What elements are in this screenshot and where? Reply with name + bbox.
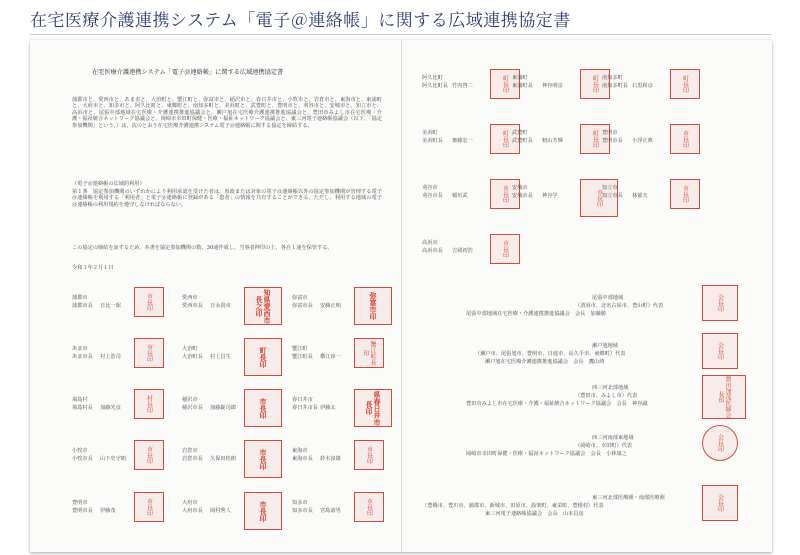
- signatory-entity: 東浦町: [512, 75, 528, 81]
- official-seal: 市長印: [490, 179, 520, 209]
- signatory-name: 日永貴章: [210, 303, 231, 309]
- signatory-title: 知多市長: [292, 508, 313, 514]
- signatory-name: 岡村秀人: [210, 508, 231, 514]
- council-members: （瀬戸市、尾張旭市、豊明市、日進市、長久手市、東郷町）代表: [475, 351, 626, 357]
- signatory-entity: 稲沢市: [182, 397, 198, 403]
- signatory-title: 阿久比町長: [422, 83, 448, 89]
- council-representative: 瀬戸旭在宅医療介護連携推進協議会 会長 鷹山靖: [485, 359, 605, 365]
- preamble-paragraph: 蒲郡市と、愛西市と、あま市と、大治町と、蟹江町と、弥富市と、稲沢市と、春日井市と、小牧市と、岩倉市と、東海市と、東浦町と、大府市と、知多市と、阿久比町と、東郷町と、南知多町と、美浜町と、武豊町と、豊明市と、刈谷市と、安城市と、知立市と、高浜市と、尾張中部地域在宅医療・介護連携推進協議会と、瀬戸旭在宅医療介護連携推進協議会と、豊田市みよし市在宅医療・介護・福祉統合ネットワーク協議会と、岡崎市幸田町保健・医療・福祉ネットワーク協議会と、東三河電子連絡帳協議会（以下、「協定参加機関」という。）は、次のとおり在宅医療介護連携システム電子＠連絡帳に関する協定を締結する。: [72, 97, 382, 129]
- official-seal: 村長印: [134, 389, 164, 419]
- official-seal: 市長印: [490, 234, 520, 264]
- signatory-name: 吉岡初浩: [452, 248, 473, 254]
- signatory-name: 久保田桂朗: [210, 456, 236, 462]
- signatory-title: 愛西市長: [182, 303, 203, 309]
- signatory-entity: 豊明市: [602, 130, 618, 136]
- council-name: 尾張中部地域: [592, 295, 624, 301]
- official-seal: 町長印: [670, 69, 700, 99]
- official-seal: 市長印: [244, 492, 282, 530]
- signatory-entity: 武豊町: [512, 130, 528, 136]
- signatory-name: 齋藤宏一: [452, 138, 473, 144]
- official-seal: 市長印: [670, 179, 700, 209]
- signatory-name: 竹内啓二: [452, 83, 473, 89]
- council-members: （岡崎市、幸田町）代表: [575, 443, 633, 449]
- council-representative: 豊田市みよし市在宅医療・介護・福祉統合ネットワーク協議会 会長 神谷誠: [466, 401, 648, 407]
- signatory-title: 小牧市長: [72, 456, 93, 462]
- official-seal: 町長印: [490, 124, 520, 154]
- signatory-name: 林郁夫: [632, 193, 648, 199]
- signatory-title: 美浜町長: [422, 138, 443, 144]
- agreement-document: [30, 40, 772, 552]
- official-seal: 市長印: [244, 440, 282, 478]
- signatory-name: 小浮正典: [632, 138, 653, 144]
- signatory-name: 加藤錠司郎: [210, 405, 236, 411]
- council-members: （豊橋市、豊川市、蒲郡市、新城市、田原市、設楽町、東栄町、豊根村）代表: [422, 503, 604, 509]
- signatory-title: 南知多町長: [602, 83, 628, 89]
- signatory-name: 村上浩司: [100, 354, 121, 360]
- signatory-entity: 高浜市: [422, 240, 438, 246]
- official-seal: 豊田加茂医師会長印: [702, 375, 746, 419]
- signatory-entity: 阿久比町: [422, 75, 443, 81]
- signatory-entity: 美浜町: [422, 130, 438, 136]
- signatory-name: 村上昌生: [210, 354, 231, 360]
- signatory-name: 加藤光彦: [100, 405, 121, 411]
- signatory-entity: 南知多町: [602, 75, 623, 81]
- signatory-entity: あま市: [72, 346, 88, 352]
- council-members: （清須市、北名古屋市、豊山町）代表: [575, 303, 664, 309]
- signatory-title: 春日井市長: [292, 405, 318, 411]
- signatory-name: 伊藤茂: [100, 508, 116, 514]
- council-name: 東三河北部医療圏・南部医療圏: [592, 495, 665, 501]
- signatory-title: 稲沢市長: [182, 405, 203, 411]
- signatory-title: 大治町長: [182, 354, 203, 360]
- title-underline: [30, 34, 772, 35]
- council-name: 瀬戸旭地域: [592, 343, 618, 349]
- signatory-name: 神谷明彦: [542, 83, 563, 89]
- signatory-title: 飛島村長: [72, 405, 93, 411]
- signatory-name: 鈴木淳雄: [320, 456, 341, 462]
- signatory-name: 山下史守朗: [100, 456, 126, 462]
- official-seal: 市長印: [134, 287, 164, 317]
- signatory-entity: 飛島村: [72, 397, 88, 403]
- agreement-date: 令和３年２月１日: [72, 265, 114, 271]
- signatory-name: 日比一昭: [100, 303, 121, 309]
- article-paragraph: 第１条 協定参加機関のいずれかにより利用承認を受けた者は、県政または対象の電子＠連絡帳以外の協定参加機関が管理する電子＠連絡帳を利用する「利用者」と電子＠連絡帳に登録がある「患者」の情報を共有することができる。ただし、利用する地域の電子＠連絡帳の利用規約を遵守しなければならない。: [72, 189, 382, 208]
- signatory-entity: 知多市: [292, 500, 308, 506]
- official-seal: 市長印: [580, 179, 618, 217]
- official-seal: 市長印: [354, 440, 384, 470]
- signatory-entity: 春日井市: [292, 397, 313, 403]
- signatory-title: 弥富市長: [292, 303, 313, 309]
- signatory-title: 豊明市長: [602, 138, 623, 144]
- council-representative: 岡崎市幸田町保健・医療・福祉ネットワーク協議会 会長 小林康之: [466, 451, 627, 457]
- signatory-entity: 安城市: [512, 185, 528, 191]
- signatory-name: 籾山芳輝: [542, 138, 563, 144]
- page-title: 在宅医療介護連携システム「電子＠連絡帳」に関する広域連携協定書: [30, 11, 571, 31]
- article-heading: （電子＠連絡帳の広域的利用）: [72, 181, 145, 187]
- signatory-title: 刈谷市長: [422, 193, 443, 199]
- signatory-title: 東海市長: [292, 456, 313, 462]
- signatory-entity: 豊明市: [72, 500, 88, 506]
- signatory-entity: 大府市: [182, 500, 198, 506]
- official-seal: 会長印: [702, 285, 738, 321]
- official-seal: 町長印: [244, 338, 282, 376]
- signatory-entity: 小牧市: [72, 448, 88, 454]
- official-seal: 会長印: [702, 333, 738, 369]
- signatory-title: 東浦町長: [512, 83, 533, 89]
- signatory-name: 稲垣武: [452, 193, 468, 199]
- signatory-title: 知立市長: [602, 193, 623, 199]
- signatory-name: 宮島壽男: [320, 508, 341, 514]
- signatory-title: 豊明市長: [72, 508, 93, 514]
- official-seal: 知県愛西市長之印: [244, 287, 282, 325]
- signatory-title: 武豊町長: [512, 138, 533, 144]
- page-gutter: [401, 40, 402, 552]
- signatory-entity: 蒲郡市: [72, 295, 88, 301]
- signatory-entity: 愛西市: [182, 295, 198, 301]
- signatory-entity: 岩倉市: [182, 448, 198, 454]
- official-seal: 市長印: [134, 338, 164, 368]
- council-representative: 東三河電子連絡帳協議会 会長 山本昌彦: [485, 511, 584, 517]
- official-seal: 弥富市印: [354, 287, 392, 325]
- official-seal: 町長印: [580, 124, 610, 154]
- official-seal: 蟹江町長印: [354, 338, 384, 368]
- council-name: 西三河南部東地域: [592, 435, 634, 441]
- signatory-name: 神谷学: [542, 193, 558, 199]
- official-seal: 県春日井市長印: [354, 389, 392, 427]
- signatory-title: 大府市長: [182, 508, 203, 514]
- signatory-entity: 東海市: [292, 448, 308, 454]
- signatory-name: 安藤正明: [320, 303, 341, 309]
- council-representative: 尾張中部地域在宅医療・介護連携推進協議会 会長 加藤勝: [466, 311, 607, 317]
- official-seal: 市長印: [354, 492, 384, 522]
- council-members: （豊田市、みよし市）代表: [575, 393, 638, 399]
- official-seal: 市長印: [244, 389, 282, 427]
- official-seal: 市長印: [134, 440, 164, 470]
- council-name: 西三河北部地域: [592, 385, 629, 391]
- official-seal: 会長印: [702, 425, 738, 461]
- signatory-title: 岩倉市長: [182, 456, 203, 462]
- closing-paragraph: この協定の締結を証するため、本書を協定参加機関の数、30通作成し、当事者押印の上、各自１通を保管する。: [72, 245, 333, 251]
- signatory-title: 蟹江町長: [292, 354, 313, 360]
- document-title: 在宅医療介護連携システム「電子＠連絡帳」に関する広域連携協定書: [92, 69, 284, 76]
- signatory-title: 高浜市長: [422, 248, 443, 254]
- official-seal: 市長印: [670, 124, 700, 154]
- signatory-title: 蒲郡市長: [72, 303, 93, 309]
- signatory-name: 石黒和彦: [632, 83, 653, 89]
- signatory-entity: 知立市: [602, 185, 618, 191]
- signatory-name: 横江淳一: [320, 354, 341, 360]
- signatory-entity: 刈谷市: [422, 185, 438, 191]
- signatory-title: あま市長: [72, 354, 93, 360]
- official-seal: 会長印: [702, 485, 738, 521]
- official-seal: 市長印: [134, 492, 164, 522]
- signatory-entity: 大治町: [182, 346, 198, 352]
- signatory-entity: 弥富市: [292, 295, 308, 301]
- signatory-title: 安城市長: [512, 193, 533, 199]
- official-seal: 町長印: [580, 69, 610, 99]
- signatory-entity: 蟹江町: [292, 346, 308, 352]
- official-seal: 町長印: [490, 69, 520, 99]
- signatory-name: 伊藤太: [320, 405, 336, 411]
